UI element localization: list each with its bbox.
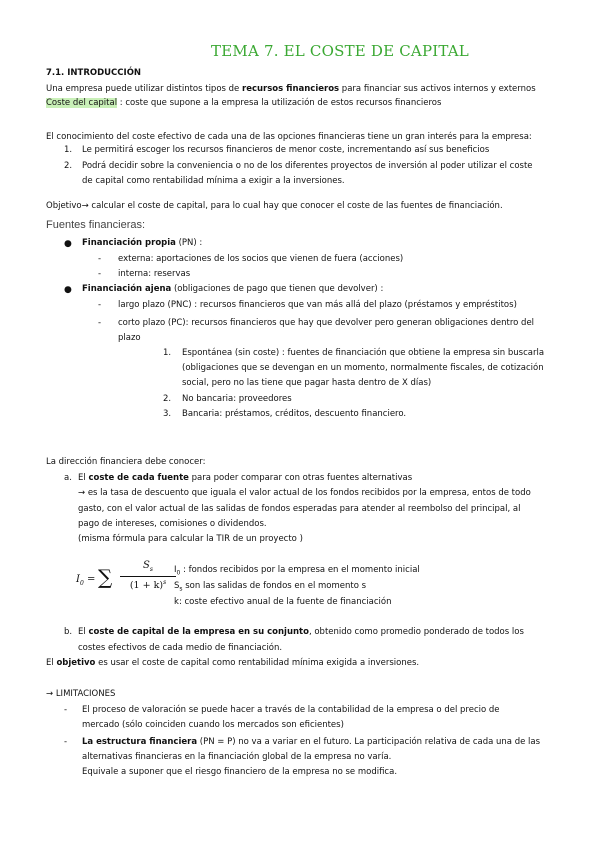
text: (1 + k) [129,580,164,592]
list-letter: a. [64,473,72,483]
highlighted-term: Coste del capital [46,98,118,108]
text: (obligaciones de pago que tienen que devolver) : [171,284,384,294]
text: s [179,585,183,593]
text: 0 [79,580,84,587]
bullet-icon: ● [64,239,72,249]
npv-formula [76,560,186,600]
bold-text: La estructura financiera [82,737,198,747]
list-num: 1. [64,145,73,155]
bold-text: Financiación ajena [82,284,172,294]
fraction-bar [120,576,176,577]
formula-numerator [120,560,176,573]
limitation-item-cont: Equivale a suponer que el riesgo financiero de la empresa no se modifica. [82,767,398,777]
text: para financiar sus activos internos y externos [339,84,536,94]
limitation-item [82,737,556,748]
section-heading-intro: 7.1. INTRODUCCIÓN [46,68,142,78]
objective-use-line [46,658,556,669]
propia-item: externa: aportaciones de los socios que vienen de fuera (acciones) [118,254,404,264]
list-item: Podrá decidir sobre la conveniencia o no de los diferentes proyectos de inversión al poder utilizar el coste [82,161,533,171]
text: es usar el coste de capital como rentabilidad mínima exigida a inversiones. [95,658,420,668]
text: s [149,566,153,573]
list-item: Bancaria: préstamos, créditos, descuento financiero. [182,409,407,419]
text: S [174,581,180,591]
a-detail: (misma fórmula para calcular la TIR de un proyecto ) [78,534,303,544]
limitation-item-cont: alternativas financieras en la financiación global de la empresa no varía. [82,752,392,762]
list-item-cont: social, pero no las tiene que pagar hasta dentro de X días) [182,378,432,388]
propia-line [82,238,592,249]
list-item: No bancaria: proveedores [182,394,292,404]
formula-legend-item [174,596,391,608]
bullet-icon: ● [64,285,72,295]
sum-icon: ∑ [98,565,113,589]
text: I [76,574,80,585]
text: S [143,560,150,571]
propia-item: interna: reservas [118,269,191,279]
text: k [174,597,179,607]
bold-text: Financiación propia [82,238,176,248]
list-num: 1. [163,348,172,358]
sources-heading: Fuentes financieras: [46,219,146,231]
text: El [46,658,57,668]
dash: - [98,300,102,310]
dash: - [98,318,102,328]
text: : fondos recibidos por la empresa en el momento inicial [180,565,420,575]
definition-line [46,98,556,109]
formula-lhs: $I_0$ = [76,574,96,587]
a-detail: gasto, con el valor actual de las salidas de fondos esperadas para atender al reembolso del principal, al [78,504,521,514]
text: (PN) : [175,238,203,248]
ajena-lp: largo plazo (PNC) : recursos financieros que van más allá del plazo (préstamos y empréstitos) [118,300,517,310]
text: I [174,565,177,575]
bold-text: objetivo [56,658,96,668]
limitation-item-cont: mercado (sólo coinciden cuando los mercados son eficientes) [82,720,344,730]
text: 0 [176,569,181,577]
text: Una empresa puede utilizar distintos tipos de [46,84,242,94]
b-line [78,627,556,638]
ajena-cp-cont: plazo [118,333,141,343]
text: s [163,579,167,586]
limitations-heading: → LIMITACIONES [46,689,116,699]
ajena-cp: corto plazo (PC): recursos financieros que hay que devolver pero generan obligaciones dentro del [118,318,535,328]
page-title: TEMA 7. EL COSTE DE CAPITAL [211,42,469,60]
ajena-line [82,284,592,295]
a-detail: pago de intereses, comisiones o dividendos. [78,519,267,529]
dash: - [64,737,68,747]
list-item-cont: de capital como rentabilidad mínima a exigir a la inversiones. [82,176,345,186]
text: son las salidas de fondos en el momento s [182,581,367,591]
text: para poder comparar con otras fuentes alternativas [188,473,413,483]
bold-text: coste de capital de la empresa en su conjunto [88,627,309,637]
text: : coste efectivo anual de la fuente de financiación [178,597,392,607]
limitation-item: El proceso de valoración se puede hacer a través de la contabilidad de la empresa o del precio de [82,705,500,715]
list-num: 2. [163,394,172,404]
text: : coste que supone a la empresa la utilización de estos recursos financieros [117,98,442,108]
list-item: Le permitirá escoger los recursos financieros de menor coste, incrementando así sus beneficios [82,145,490,155]
list-item: Espontánea (sin coste) : fuentes de financiación que obtiene la empresa sin buscarla [182,348,545,358]
a-line [78,473,588,484]
list-item-cont: (obligaciones que se devengan en un momento, normalmente fiscales, de cotización [182,363,544,373]
text: El [78,627,89,637]
list-num: 3. [163,409,172,419]
text: (PN = P) no va a variar en el futuro. La participación relativa de cada una de las [197,737,541,747]
text: El [78,473,89,483]
a-detail: → es la tasa de descuento que iguala el valor actual de los fondos recibidos por la empresa, entos de todo [78,488,531,498]
formula-legend-item [174,580,366,596]
text: , obtenido como promedio ponderado de todos los [308,627,524,637]
knowledge-lead: El conocimiento del coste efectivo de cada una de las opciones financieras tiene un gran interés para la empresa: [46,132,532,142]
formula-denominator [120,579,176,591]
dash: - [98,254,102,264]
list-num: 2. [64,161,73,171]
dash: - [64,705,68,715]
objective-line: Objetivo→ calcular el coste de capital, para lo cual hay que conocer el coste de las fuentes de financiación. [46,201,503,211]
direction-lead: La dirección financiera debe conocer: [46,457,206,467]
b-line-cont: costes efectivos de cada medio de financiación. [78,643,283,653]
formula-legend-item [174,564,420,580]
bold-text: coste de cada fuente [88,473,189,483]
list-letter: b. [64,627,73,637]
dash: - [98,269,102,279]
bold-text: recursos financieros [242,84,340,94]
intro-line [46,84,556,95]
